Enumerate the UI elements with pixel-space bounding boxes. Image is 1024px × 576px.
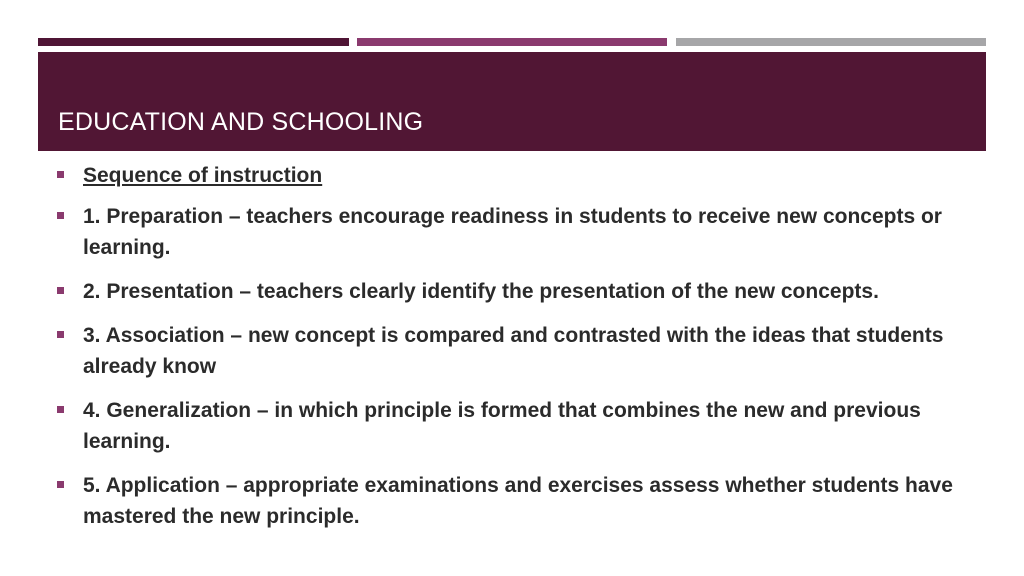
- square-bullet-icon: [57, 406, 64, 413]
- title-band: [38, 52, 986, 151]
- bullet-item-generalization: [56, 395, 966, 457]
- bullet-text: 2. Presentation – teachers clearly identify the presentation of the new concepts.: [83, 280, 879, 303]
- bullet-item-application: [56, 470, 966, 532]
- bullet-item-preparation: [56, 201, 966, 263]
- square-bullet-icon: [57, 331, 64, 338]
- bullet-text: Sequence of instruction: [83, 164, 323, 187]
- square-bullet-icon: [57, 287, 64, 294]
- square-bullet-icon: [57, 212, 64, 219]
- bullet-item-presentation: [56, 276, 966, 307]
- square-bullet-icon: [57, 481, 64, 488]
- accent-bar-gray: [676, 38, 986, 46]
- bullet-item-association: [56, 320, 966, 382]
- slide-content: [56, 160, 966, 545]
- bullet-text: 5. Application – appropriate examinations and exercises assess whether students have mastered the new principle.: [83, 474, 953, 528]
- bullet-item-heading: [56, 160, 966, 191]
- bullet-text: 4. Generalization – in which principle is formed that combines the new and previous learning.: [83, 399, 921, 453]
- square-bullet-icon: [57, 171, 64, 178]
- bullet-text: 1. Preparation – teachers encourage readiness in students to receive new concepts or learning.: [83, 205, 942, 259]
- bullet-list: [56, 160, 966, 532]
- slide-title: EDUCATION AND SCHOOLING: [58, 108, 424, 136]
- bullet-text: 3. Association – new concept is compared and contrasted with the ideas that students already know: [83, 324, 944, 378]
- accent-bar-magenta: [357, 38, 667, 46]
- accent-bar-dark: [38, 38, 349, 46]
